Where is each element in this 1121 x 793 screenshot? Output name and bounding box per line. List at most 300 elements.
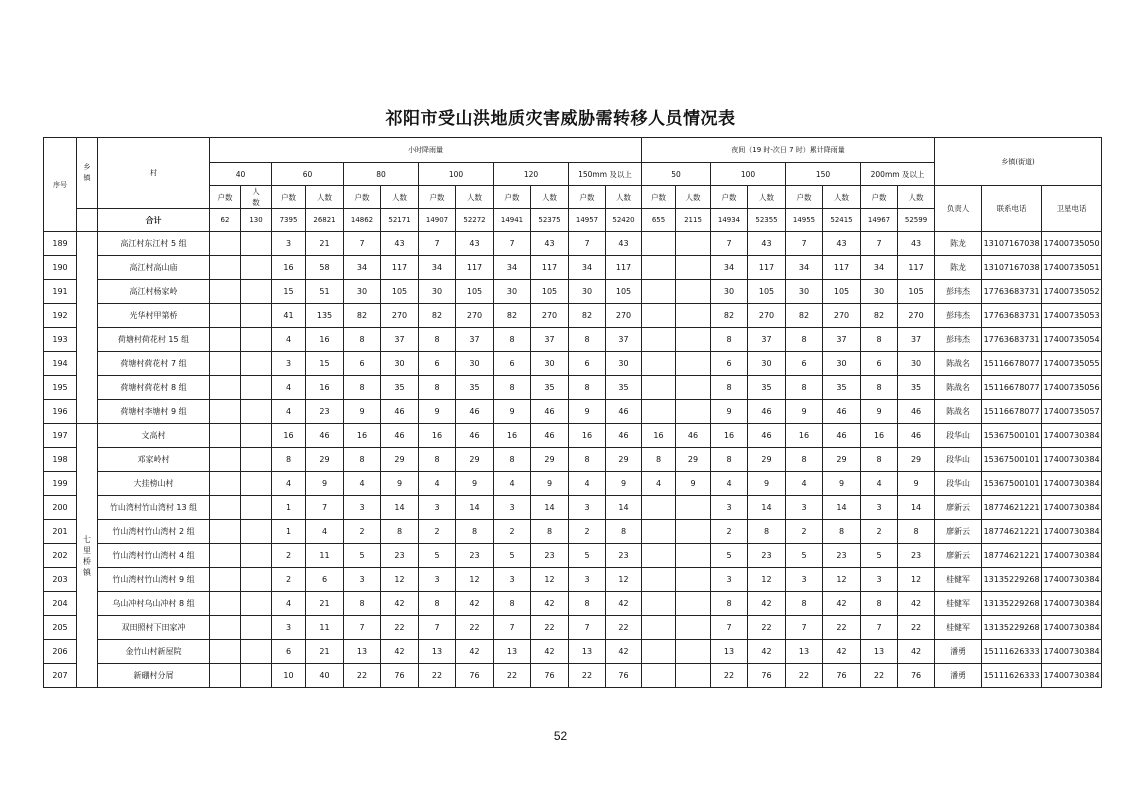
table-row xyxy=(44,280,1102,304)
count-cell xyxy=(241,376,272,400)
count-cell: 42 xyxy=(456,640,494,664)
count-cell: 16 xyxy=(494,424,531,448)
count-cell: 270 xyxy=(456,304,494,328)
row-number: 203 xyxy=(44,568,77,592)
count-cell: 4 xyxy=(272,592,306,616)
count-cell: 14 xyxy=(381,496,419,520)
count-cell xyxy=(676,232,711,256)
count-cell: 23 xyxy=(606,544,642,568)
count-cell: 5 xyxy=(786,544,823,568)
count-cell: 76 xyxy=(606,664,642,688)
count-cell: 117 xyxy=(531,256,569,280)
total-value: 7395 xyxy=(272,209,306,232)
count-cell: 42 xyxy=(823,592,861,616)
count-cell: 8 xyxy=(272,448,306,472)
count-cell: 3 xyxy=(861,496,898,520)
village-name: 乌山冲村乌山冲村 8 组 xyxy=(98,592,210,616)
count-cell: 2 xyxy=(272,568,306,592)
count-cell: 76 xyxy=(898,664,935,688)
count-cell: 30 xyxy=(344,280,381,304)
satellite-phone: 17400735050 xyxy=(1042,232,1102,256)
count-cell: 9 xyxy=(569,400,606,424)
count-cell: 37 xyxy=(381,328,419,352)
count-cell: 7 xyxy=(306,496,344,520)
count-cell: 22 xyxy=(419,664,456,688)
count-cell: 14 xyxy=(456,496,494,520)
table-row xyxy=(44,496,1102,520)
count-cell: 22 xyxy=(861,664,898,688)
count-cell: 6 xyxy=(419,352,456,376)
count-cell: 11 xyxy=(306,616,344,640)
table-row xyxy=(44,400,1102,424)
total-value: 14934 xyxy=(711,209,748,232)
count-cell: 35 xyxy=(898,376,935,400)
count-cell: 15 xyxy=(272,280,306,304)
count-cell: 8 xyxy=(711,448,748,472)
count-cell: 34 xyxy=(861,256,898,280)
count-cell: 46 xyxy=(381,424,419,448)
count-cell: 12 xyxy=(898,568,935,592)
count-cell: 29 xyxy=(898,448,935,472)
count-cell: 8 xyxy=(344,376,381,400)
count-cell: 117 xyxy=(456,256,494,280)
count-cell xyxy=(642,616,676,640)
count-cell: 30 xyxy=(711,280,748,304)
header-households: 户数 xyxy=(419,186,456,209)
row-number: 201 xyxy=(44,520,77,544)
count-cell: 105 xyxy=(748,280,786,304)
count-cell: 8 xyxy=(419,448,456,472)
count-cell: 3 xyxy=(494,568,531,592)
total-value: 14957 xyxy=(569,209,606,232)
count-cell xyxy=(676,256,711,280)
count-cell: 12 xyxy=(531,568,569,592)
count-cell xyxy=(210,448,241,472)
count-cell: 3 xyxy=(419,496,456,520)
count-cell: 82 xyxy=(711,304,748,328)
count-cell: 15 xyxy=(306,352,344,376)
total-value: 52272 xyxy=(456,209,494,232)
table-row xyxy=(44,544,1102,568)
satellite-phone: 17400735057 xyxy=(1042,400,1102,424)
satellite-phone: 17400730384 xyxy=(1042,592,1102,616)
responsible-person: 彭玮杰 xyxy=(935,304,982,328)
count-cell: 82 xyxy=(494,304,531,328)
responsible-person: 潘勇 xyxy=(935,640,982,664)
header-level-120: 120 xyxy=(494,163,569,186)
count-cell xyxy=(642,640,676,664)
header-town: 乡 镇 xyxy=(77,138,98,209)
count-cell: 8 xyxy=(419,592,456,616)
count-cell: 16 xyxy=(306,376,344,400)
count-cell: 43 xyxy=(898,232,935,256)
contact-phone: 15116678077 xyxy=(982,352,1042,376)
count-cell: 8 xyxy=(569,448,606,472)
count-cell: 35 xyxy=(748,376,786,400)
count-cell: 22 xyxy=(748,616,786,640)
count-cell: 8 xyxy=(898,520,935,544)
count-cell xyxy=(676,520,711,544)
count-cell: 14 xyxy=(823,496,861,520)
count-cell xyxy=(241,592,272,616)
count-cell: 7 xyxy=(711,232,748,256)
count-cell: 7 xyxy=(419,616,456,640)
header-people: 人数 xyxy=(676,186,711,209)
count-cell: 46 xyxy=(456,424,494,448)
total-value: 14862 xyxy=(344,209,381,232)
row-number: 190 xyxy=(44,256,77,280)
header-level-150: 150mm 及以上 xyxy=(569,163,642,186)
contact-phone: 15116678077 xyxy=(982,400,1042,424)
count-cell: 4 xyxy=(419,472,456,496)
count-cell: 5 xyxy=(344,544,381,568)
count-cell: 42 xyxy=(606,592,642,616)
count-cell: 8 xyxy=(642,448,676,472)
count-cell: 5 xyxy=(419,544,456,568)
count-cell xyxy=(642,304,676,328)
count-cell: 5 xyxy=(861,544,898,568)
count-cell: 23 xyxy=(748,544,786,568)
total-value: 14955 xyxy=(786,209,823,232)
count-cell: 117 xyxy=(748,256,786,280)
count-cell: 13 xyxy=(569,640,606,664)
header-people: 人数 xyxy=(531,186,569,209)
count-cell: 5 xyxy=(711,544,748,568)
count-cell: 8 xyxy=(419,328,456,352)
count-cell: 34 xyxy=(569,256,606,280)
table-row xyxy=(44,472,1102,496)
count-cell: 270 xyxy=(748,304,786,328)
count-cell: 58 xyxy=(306,256,344,280)
contact-phone: 15367500101 xyxy=(982,448,1042,472)
village-name: 荷塘村荷花村 8 组 xyxy=(98,376,210,400)
count-cell: 16 xyxy=(786,424,823,448)
count-cell: 6 xyxy=(861,352,898,376)
count-cell: 8 xyxy=(569,376,606,400)
count-cell xyxy=(241,520,272,544)
count-cell: 37 xyxy=(823,328,861,352)
count-cell: 42 xyxy=(531,592,569,616)
count-cell: 7 xyxy=(711,616,748,640)
header-township: 乡镇(街道) xyxy=(935,138,1102,186)
count-cell: 8 xyxy=(711,376,748,400)
count-cell xyxy=(642,376,676,400)
count-cell: 23 xyxy=(823,544,861,568)
header-people: 人数 xyxy=(823,186,861,209)
count-cell xyxy=(676,280,711,304)
count-cell xyxy=(642,280,676,304)
count-cell: 4 xyxy=(272,376,306,400)
count-cell: 13 xyxy=(419,640,456,664)
table-row xyxy=(44,592,1102,616)
count-cell xyxy=(676,496,711,520)
count-cell: 82 xyxy=(786,304,823,328)
total-value: 52415 xyxy=(823,209,861,232)
responsible-person: 陈战名 xyxy=(935,376,982,400)
count-cell: 30 xyxy=(748,352,786,376)
count-cell: 8 xyxy=(786,448,823,472)
count-cell: 8 xyxy=(531,520,569,544)
town-cell xyxy=(77,209,98,232)
village-name: 文高村 xyxy=(98,424,210,448)
table-body xyxy=(44,232,1102,688)
count-cell: 29 xyxy=(456,448,494,472)
count-cell xyxy=(210,232,241,256)
contact-phone: 13135229268 xyxy=(982,568,1042,592)
count-cell: 23 xyxy=(306,400,344,424)
count-cell: 8 xyxy=(711,328,748,352)
count-cell xyxy=(241,280,272,304)
count-cell: 30 xyxy=(494,280,531,304)
count-cell: 16 xyxy=(306,328,344,352)
count-cell xyxy=(676,544,711,568)
count-cell: 4 xyxy=(711,472,748,496)
count-cell: 4 xyxy=(861,472,898,496)
count-cell xyxy=(676,616,711,640)
table-row xyxy=(44,328,1102,352)
count-cell: 5 xyxy=(569,544,606,568)
count-cell: 7 xyxy=(344,616,381,640)
count-cell: 9 xyxy=(306,472,344,496)
row-number: 195 xyxy=(44,376,77,400)
header-households: 户数 xyxy=(344,186,381,209)
page-number: 52 xyxy=(553,729,568,743)
count-cell: 105 xyxy=(381,280,419,304)
table-row xyxy=(44,448,1102,472)
count-cell: 3 xyxy=(569,496,606,520)
count-cell: 35 xyxy=(606,376,642,400)
count-cell: 4 xyxy=(306,520,344,544)
header-households: 户数 xyxy=(711,186,748,209)
count-cell: 21 xyxy=(306,232,344,256)
village-name: 高江村高山庙 xyxy=(98,256,210,280)
count-cell: 14 xyxy=(606,496,642,520)
count-cell: 29 xyxy=(606,448,642,472)
count-cell: 82 xyxy=(861,304,898,328)
count-cell: 13 xyxy=(861,640,898,664)
count-cell xyxy=(642,328,676,352)
count-cell: 51 xyxy=(306,280,344,304)
village-name: 大挂榜山村 xyxy=(98,472,210,496)
total-value: 52171 xyxy=(381,209,419,232)
count-cell: 6 xyxy=(344,352,381,376)
contact-phone: 13135229268 xyxy=(982,616,1042,640)
total-value: 130 xyxy=(241,209,272,232)
count-cell: 43 xyxy=(823,232,861,256)
total-value: 52355 xyxy=(748,209,786,232)
count-cell: 2 xyxy=(786,520,823,544)
header-night-rainfall: 夜间（19 时-次日 7 时）累计降雨量 xyxy=(642,138,935,163)
count-cell xyxy=(676,640,711,664)
count-cell: 16 xyxy=(272,424,306,448)
count-cell: 22 xyxy=(606,616,642,640)
count-cell: 34 xyxy=(494,256,531,280)
count-cell xyxy=(642,232,676,256)
count-cell: 12 xyxy=(823,568,861,592)
village-name: 竹山湾村竹山湾村 2 组 xyxy=(98,520,210,544)
count-cell xyxy=(676,304,711,328)
satellite-phone: 17400730384 xyxy=(1042,544,1102,568)
count-cell: 270 xyxy=(823,304,861,328)
count-cell: 7 xyxy=(861,616,898,640)
row-number: 192 xyxy=(44,304,77,328)
count-cell: 4 xyxy=(569,472,606,496)
count-cell: 30 xyxy=(606,352,642,376)
count-cell: 46 xyxy=(306,424,344,448)
count-cell: 9 xyxy=(711,400,748,424)
count-cell: 9 xyxy=(419,400,456,424)
header-households: 户数 xyxy=(210,186,241,209)
table-row xyxy=(44,520,1102,544)
contact-phone: 17763683731 xyxy=(982,328,1042,352)
satellite-phone: 17400735051 xyxy=(1042,256,1102,280)
count-cell xyxy=(210,544,241,568)
count-cell xyxy=(210,664,241,688)
count-cell: 6 xyxy=(569,352,606,376)
count-cell: 270 xyxy=(381,304,419,328)
count-cell: 46 xyxy=(748,400,786,424)
village-name: 竹山湾村竹山湾村 4 组 xyxy=(98,544,210,568)
count-cell: 3 xyxy=(272,232,306,256)
count-cell: 105 xyxy=(531,280,569,304)
satellite-phone: 17400735052 xyxy=(1042,280,1102,304)
village-name: 荷塘村荷花村 15 组 xyxy=(98,328,210,352)
count-cell xyxy=(210,400,241,424)
count-cell: 9 xyxy=(344,400,381,424)
count-cell: 6 xyxy=(494,352,531,376)
count-cell: 42 xyxy=(456,592,494,616)
count-cell: 9 xyxy=(456,472,494,496)
count-cell xyxy=(210,496,241,520)
row-number: 207 xyxy=(44,664,77,688)
village-name: 竹山湾村竹山湾村 13 组 xyxy=(98,496,210,520)
count-cell: 7 xyxy=(569,616,606,640)
count-cell: 105 xyxy=(456,280,494,304)
count-cell: 9 xyxy=(823,472,861,496)
count-cell: 8 xyxy=(344,448,381,472)
count-cell: 22 xyxy=(456,616,494,640)
header-households: 户数 xyxy=(861,186,898,209)
count-cell: 12 xyxy=(456,568,494,592)
contact-phone: 15111626333 xyxy=(982,640,1042,664)
satellite-phone: 17400730384 xyxy=(1042,640,1102,664)
count-cell: 23 xyxy=(381,544,419,568)
contact-phone: 18774621221 xyxy=(982,544,1042,568)
count-cell: 30 xyxy=(381,352,419,376)
town-cell: 七 里 桥 镇 xyxy=(77,424,98,688)
contact-phone: 17763683731 xyxy=(982,304,1042,328)
satellite-phone: 17400730384 xyxy=(1042,664,1102,688)
count-cell: 117 xyxy=(606,256,642,280)
count-cell: 117 xyxy=(381,256,419,280)
count-cell: 4 xyxy=(272,328,306,352)
count-cell: 34 xyxy=(711,256,748,280)
count-cell: 117 xyxy=(898,256,935,280)
count-cell: 8 xyxy=(786,376,823,400)
responsible-person: 桂健军 xyxy=(935,616,982,640)
village-name: 荷塘村李塘村 9 组 xyxy=(98,400,210,424)
count-cell xyxy=(241,232,272,256)
count-cell: 9 xyxy=(494,400,531,424)
count-cell: 46 xyxy=(531,424,569,448)
count-cell: 43 xyxy=(748,232,786,256)
village-name: 竹山湾村竹山湾村 9 组 xyxy=(98,568,210,592)
village-name: 金竹山村新屋院 xyxy=(98,640,210,664)
count-cell: 9 xyxy=(531,472,569,496)
total-value: 52420 xyxy=(606,209,642,232)
count-cell: 9 xyxy=(606,472,642,496)
count-cell: 41 xyxy=(272,304,306,328)
count-cell: 16 xyxy=(419,424,456,448)
count-cell: 76 xyxy=(381,664,419,688)
count-cell: 16 xyxy=(344,424,381,448)
count-cell: 7 xyxy=(786,232,823,256)
table-row xyxy=(44,640,1102,664)
village-name: 邓家岭村 xyxy=(98,448,210,472)
count-cell xyxy=(241,568,272,592)
count-cell: 8 xyxy=(456,520,494,544)
count-cell: 6 xyxy=(711,352,748,376)
count-cell: 29 xyxy=(823,448,861,472)
responsible-person: 陈战名 xyxy=(935,352,982,376)
town-cell xyxy=(77,232,98,424)
header-seq: 序号 xyxy=(44,138,77,232)
count-cell: 9 xyxy=(748,472,786,496)
satellite-phone: 17400730384 xyxy=(1042,496,1102,520)
count-cell: 3 xyxy=(711,496,748,520)
header-level-60: 60 xyxy=(272,163,344,186)
total-value: 52375 xyxy=(531,209,569,232)
responsible-person: 廖新云 xyxy=(935,544,982,568)
count-cell: 7 xyxy=(419,232,456,256)
count-cell: 16 xyxy=(711,424,748,448)
count-cell xyxy=(676,352,711,376)
count-cell: 22 xyxy=(569,664,606,688)
header-night-100: 100 xyxy=(711,163,786,186)
total-label: 合计 xyxy=(98,209,210,232)
count-cell: 76 xyxy=(823,664,861,688)
count-cell: 42 xyxy=(381,592,419,616)
count-cell: 30 xyxy=(456,352,494,376)
count-cell: 34 xyxy=(419,256,456,280)
header-households: 户数 xyxy=(642,186,676,209)
count-cell: 2 xyxy=(711,520,748,544)
count-cell xyxy=(210,472,241,496)
count-cell: 23 xyxy=(898,544,935,568)
count-cell: 22 xyxy=(344,664,381,688)
satellite-phone: 17400735054 xyxy=(1042,328,1102,352)
contact-phone: 13135229268 xyxy=(982,592,1042,616)
row-number: 196 xyxy=(44,400,77,424)
header-people: 人数 xyxy=(381,186,419,209)
row-number: 199 xyxy=(44,472,77,496)
count-cell xyxy=(210,616,241,640)
count-cell: 3 xyxy=(272,352,306,376)
count-cell xyxy=(676,664,711,688)
count-cell: 35 xyxy=(456,376,494,400)
responsible-person: 彭玮杰 xyxy=(935,328,982,352)
contact-phone: 13107167038 xyxy=(982,256,1042,280)
count-cell: 29 xyxy=(748,448,786,472)
count-cell: 3 xyxy=(419,568,456,592)
satellite-phone: 17400730384 xyxy=(1042,472,1102,496)
count-cell xyxy=(210,424,241,448)
count-cell: 42 xyxy=(606,640,642,664)
total-value: 655 xyxy=(642,209,676,232)
count-cell: 22 xyxy=(823,616,861,640)
count-cell: 16 xyxy=(272,256,306,280)
count-cell xyxy=(642,352,676,376)
